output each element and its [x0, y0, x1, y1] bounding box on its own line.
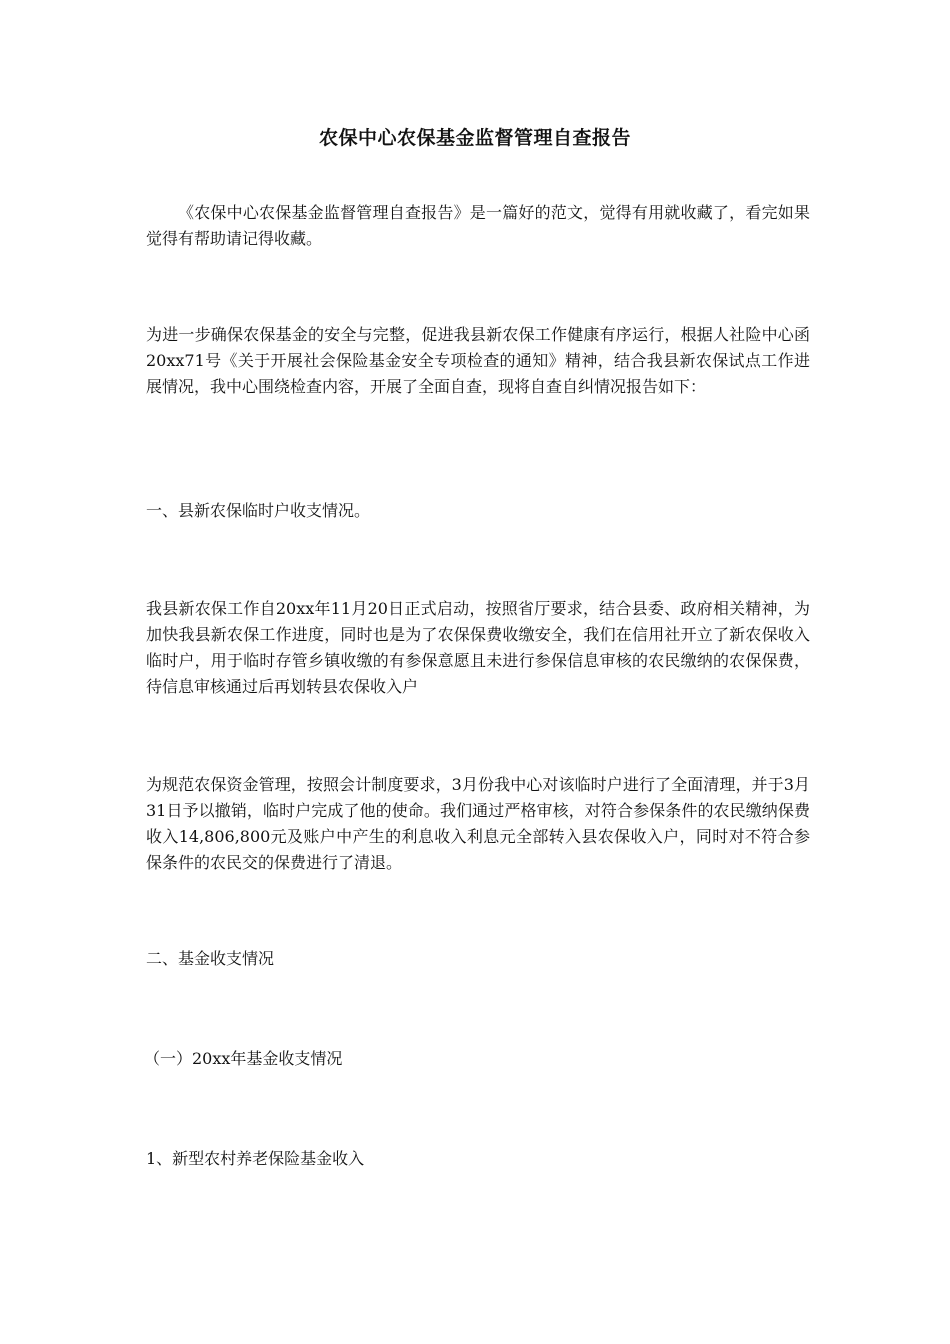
paragraph-temporary-account: 我县新农保工作自20xx年11月20日正式启动，按照省厅要求，结合县委、政府相关精神，为加快我县新农保工作进度，同时也是为了农保保费收缴安全，我们在信用社开立了新农保收入临时户，用于临时存管乡镇收缴的有参保意愿且未进行参保信息审核的农民缴纳的农保保费，待信息审核通过后再划转县农保收入户	[146, 599, 810, 696]
item-heading-1: 1、新型农村养老保险基金收入	[146, 1149, 365, 1168]
subsection-heading-1: （一）20xx年基金收支情况	[144, 1049, 343, 1068]
intro-paragraph: 《农保中心农保基金监督管理自查报告》是一篇好的范文，觉得有用就收藏了，看完如果觉得有帮助请记得收藏。	[146, 203, 810, 248]
paragraph-purpose: 为进一步确保农保基金的安全与完整，促进我县新农保工作健康有序运行，根据人社险中心函20xx71号《关于开展社会保险基金安全专项检查的通知》精神，结合我县新农保试点工作进展情况，我中心围绕检查内容，开展了全面自查，现将自查自纠情况报告如下：	[146, 325, 810, 396]
paragraph-account-cleanup: 为规范农保资金管理，按照会计制度要求，3月份我中心对该临时户进行了全面清理，并于3月31日予以撤销，临时户完成了他的使命。我们通过严格审核，对符合参保条件的农民缴纳保费收入14,806,800元及账户中产生的利息收入利息元全部转入县农保收入户，同时对不符合参保条件的农民交的保费进行了清退。	[146, 775, 810, 872]
section-heading-2: 二、基金收支情况	[146, 949, 275, 968]
document-title: 农保中心农保基金监督管理自查报告	[318, 127, 631, 149]
section-heading-1: 一、县新农保临时户收支情况。	[146, 501, 371, 520]
